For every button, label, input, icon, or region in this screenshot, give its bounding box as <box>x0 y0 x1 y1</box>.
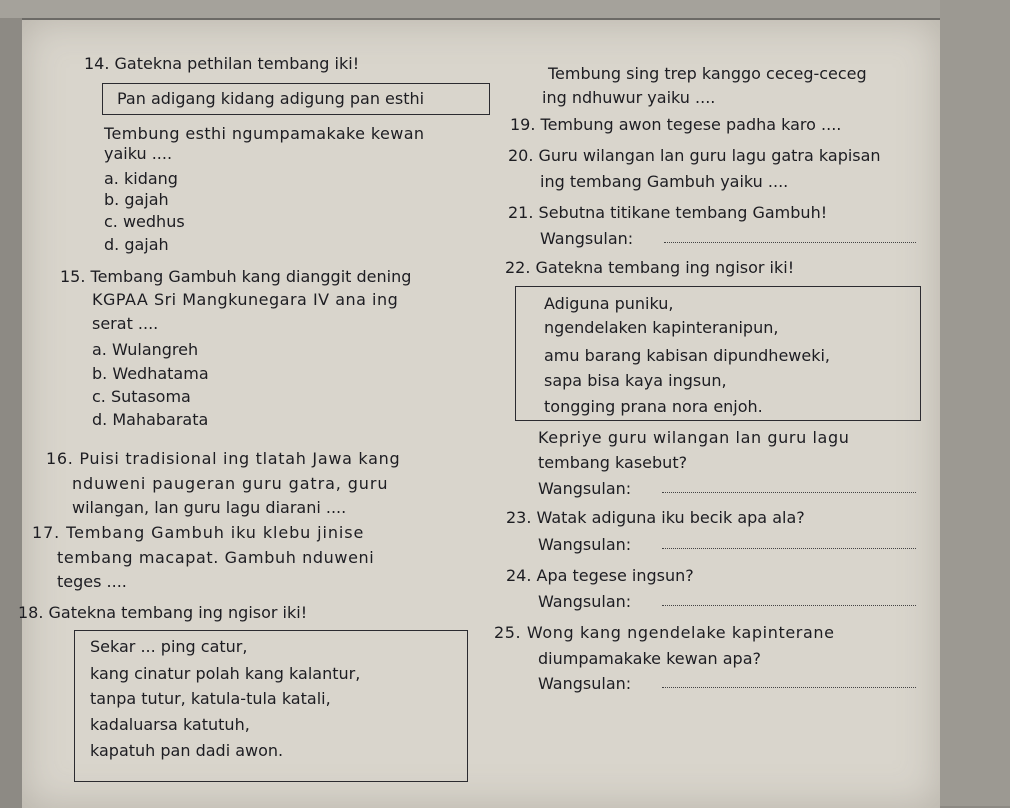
q14-option-b: b. gajah <box>104 190 169 209</box>
q14-question-line1: Tembung esthi ngumpamakake kewan <box>104 124 425 143</box>
q15-line2: KGPAA Sri Mangkunegara IV ana ing <box>92 290 399 309</box>
q22-question-line2: tembang kasebut? <box>538 453 688 472</box>
intro-line1: Tembung sing trep kanggo ceceg-ceceg <box>548 64 867 83</box>
q22-answer-label: Wangsulan: <box>538 479 632 498</box>
q22-answer-line[interactable] <box>662 492 916 493</box>
q18-poem-line1: Sekar ... ping catur, <box>90 637 248 656</box>
q16-line3: wilangan, lan guru lagu diarani .... <box>72 498 347 517</box>
q22-question-line1: Kepriye guru wilangan lan guru lagu <box>538 428 850 447</box>
q21-answer-label: Wangsulan: <box>540 229 634 248</box>
q15-option-d: d. Mahabarata <box>92 410 209 429</box>
q20-line2: ing tembang Gambuh yaiku .... <box>540 172 789 191</box>
q17-line1: 17. Tembang Gambuh iku klebu jinise <box>32 523 365 542</box>
q23-answer-label: Wangsulan: <box>538 535 632 554</box>
intro-line2: ing ndhuwur yaiku .... <box>542 88 716 107</box>
q15-option-b: b. Wedhatama <box>92 364 209 383</box>
q24-answer-line[interactable] <box>662 605 916 606</box>
q20-line1: 20. Guru wilangan lan guru lagu gatra kapisan <box>508 146 881 165</box>
q18-poem-line3: tanpa tutur, katula-tula katali, <box>90 689 331 708</box>
q21-line1: 21. Sebutna titikane tembang Gambuh! <box>508 203 828 222</box>
q22-poem-line4: sapa bisa kaya ingsun, <box>544 371 727 390</box>
q25-answer-line[interactable] <box>662 687 916 688</box>
q23-line1: 23. Watak adiguna iku becik apa ala? <box>506 508 805 527</box>
q14-question-line2: yaiku .... <box>104 144 173 163</box>
q15-option-a: a. Wulangreh <box>92 340 199 359</box>
q15-line1: 15. Tembang Gambuh kang dianggit dening <box>60 267 412 286</box>
q14-option-a: a. kidang <box>104 169 178 188</box>
q22-poem-line5: tongging prana nora enjoh. <box>544 397 763 416</box>
q25-line1: 25. Wong kang ngendelake kapinterane <box>494 623 835 642</box>
q24-answer-label: Wangsulan: <box>538 592 632 611</box>
q25-answer-label: Wangsulan: <box>538 674 632 693</box>
q17-line3: teges .... <box>57 572 127 591</box>
q25-line2: diumpamakake kewan apa? <box>538 649 762 668</box>
q21-answer-line[interactable] <box>664 242 916 243</box>
background-top <box>0 0 1010 18</box>
q22-poem-line2: ngendelaken kapinteranipun, <box>544 318 779 337</box>
q18-poem-line5: kapatuh pan dadi awon. <box>90 741 284 760</box>
q15-option-c: c. Sutasoma <box>92 387 191 406</box>
q18-title: 18. Gatekna tembang ing ngisor iki! <box>18 603 308 622</box>
q22-title: 22. Gatekna tembang ing ngisor iki! <box>505 258 795 277</box>
q14-title: 14. Gatekna pethilan tembang iki! <box>84 54 360 73</box>
q22-poem-line1: Adiguna puniku, <box>544 294 674 313</box>
q18-poem-line4: kadaluarsa katutuh, <box>90 715 250 734</box>
q23-answer-line[interactable] <box>662 548 916 549</box>
q14-option-c: c. wedhus <box>104 212 185 231</box>
q16-line2: nduweni paugeran guru gatra, guru <box>72 474 389 493</box>
q19-text: 19. Tembung awon tegese padha karo .... <box>510 115 842 134</box>
q17-line2: tembang macapat. Gambuh nduweni <box>57 548 375 567</box>
q22-poem-line3: amu barang kabisan dipundheweki, <box>544 346 831 365</box>
q14-option-d: d. gajah <box>104 235 169 254</box>
q18-poem-line2: kang cinatur polah kang kalantur, <box>90 664 361 683</box>
q14-excerpt: Pan adigang kidang adigung pan esthi <box>117 89 425 108</box>
background-right <box>940 0 1010 806</box>
q16-line1: 16. Puisi tradisional ing tlatah Jawa kang <box>46 449 401 468</box>
q15-line3: serat .... <box>92 314 159 333</box>
q24-line1: 24. Apa tegese ingsun? <box>506 566 694 585</box>
